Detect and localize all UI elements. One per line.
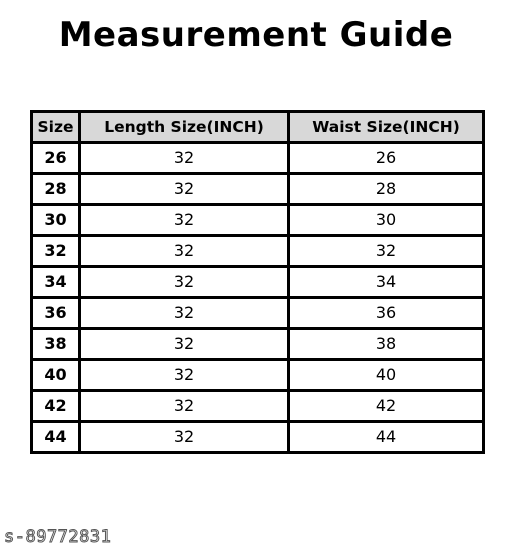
table-row xyxy=(32,422,484,453)
table-row xyxy=(32,143,484,174)
size-cell: 44 xyxy=(32,422,80,453)
header-length-size: Length Size(INCH) xyxy=(80,112,289,143)
length-cell: 32 xyxy=(80,298,289,329)
waist-cell: 38 xyxy=(289,329,484,360)
length-cell: 32 xyxy=(80,329,289,360)
length-cell: 32 xyxy=(80,360,289,391)
table-row xyxy=(32,360,484,391)
length-cell: 32 xyxy=(80,143,289,174)
table-row xyxy=(32,236,484,267)
size-cell: 30 xyxy=(32,205,80,236)
length-cell: 32 xyxy=(80,267,289,298)
length-cell: 32 xyxy=(80,391,289,422)
length-cell: 32 xyxy=(80,205,289,236)
size-cell: 32 xyxy=(32,236,80,267)
size-cell: 40 xyxy=(32,360,80,391)
size-cell: 26 xyxy=(32,143,80,174)
size-cell: 42 xyxy=(32,391,80,422)
waist-cell: 40 xyxy=(289,360,484,391)
table-row xyxy=(32,329,484,360)
waist-cell: 36 xyxy=(289,298,484,329)
measurement-table xyxy=(30,110,485,454)
table-row xyxy=(32,205,484,236)
waist-cell: 30 xyxy=(289,205,484,236)
page-title: Measurement Guide xyxy=(58,15,454,55)
size-cell: 28 xyxy=(32,174,80,205)
length-cell: 32 xyxy=(80,236,289,267)
waist-cell: 42 xyxy=(289,391,484,422)
size-cell: 34 xyxy=(32,267,80,298)
waist-cell: 26 xyxy=(289,143,484,174)
size-cell: 38 xyxy=(32,329,80,360)
length-cell: 32 xyxy=(80,422,289,453)
waist-cell: 28 xyxy=(289,174,484,205)
length-cell: 32 xyxy=(80,174,289,205)
table-row xyxy=(32,174,484,205)
size-cell: 36 xyxy=(32,298,80,329)
waist-cell: 44 xyxy=(289,422,484,453)
watermark-code: s-89772831 xyxy=(4,527,112,547)
table-row xyxy=(32,391,484,422)
table-row xyxy=(32,267,484,298)
header-size: Size xyxy=(32,112,80,143)
waist-cell: 34 xyxy=(289,267,484,298)
waist-cell: 32 xyxy=(289,236,484,267)
table-header-row xyxy=(32,112,484,143)
header-waist-size: Waist Size(INCH) xyxy=(289,112,484,143)
table-row xyxy=(32,298,484,329)
